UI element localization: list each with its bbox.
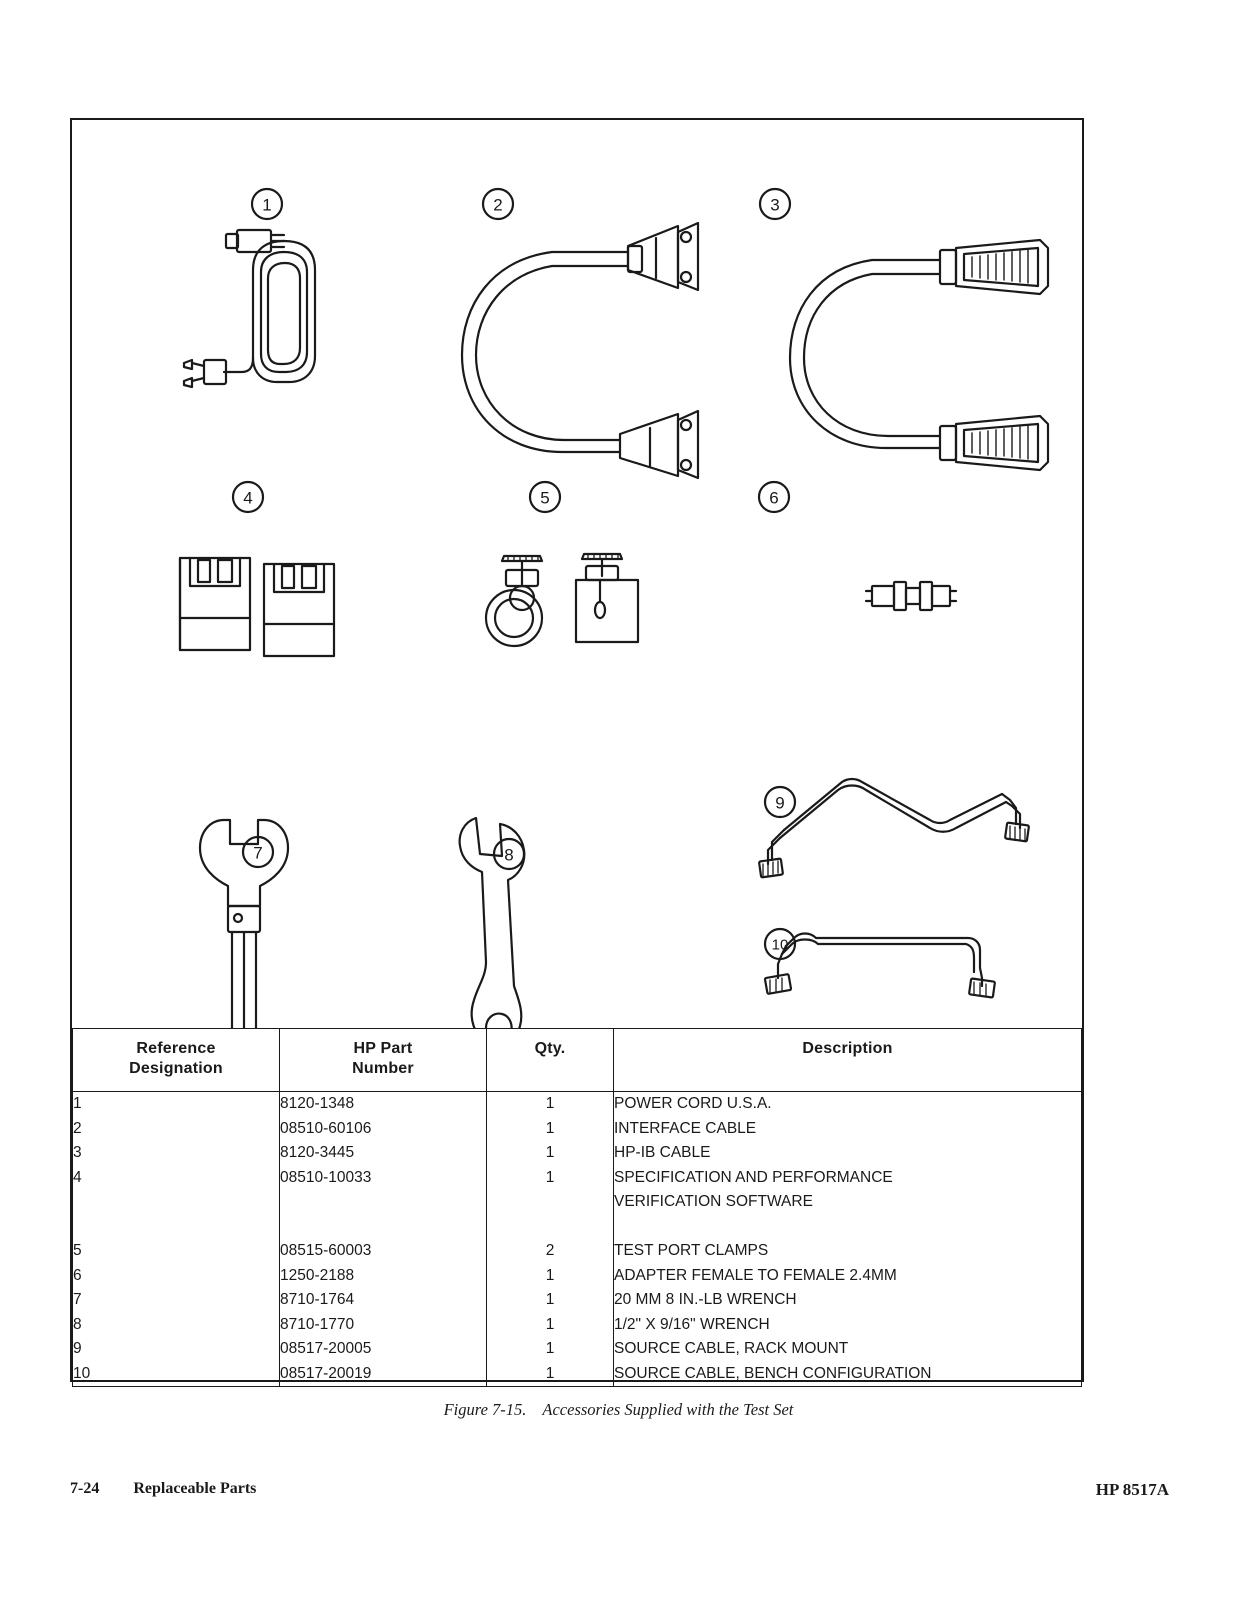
footer-section-title: Replaceable Parts (133, 1480, 257, 1497)
table-cell-desc: ADAPTER FEMALE TO FEMALE 2.4MM (614, 1266, 897, 1284)
table-cell-desc: POWER CORD U.S.A. (614, 1095, 772, 1112)
table-cell-desc: TEST PORT CLAMPS (614, 1242, 769, 1259)
table-cell-ref: 1 (73, 1095, 82, 1112)
header-reference-designation (73, 1029, 280, 1092)
table-cell-desc: SOURCE CABLE, BENCH CONFIGURATION (614, 1364, 932, 1382)
table-cell-part: 8120-1348 (280, 1095, 355, 1112)
table-cell-ref: 3 (73, 1144, 82, 1161)
table-cell-qty: 1 (545, 1144, 555, 1161)
table-cell-ref (73, 1190, 279, 1215)
header-reference-line1: Reference (136, 1040, 216, 1057)
table-header-row (73, 1029, 1082, 1092)
table-cell-ref: 6 (73, 1266, 82, 1284)
table-cell-qty: 1 (545, 1364, 555, 1382)
footer-model: HP 8517A (1095, 1480, 1169, 1499)
interface-cable-icon (462, 223, 698, 478)
table-cell-desc: HP-IB CABLE (614, 1144, 711, 1161)
callout-label-2: 2 (493, 195, 503, 215)
figure-caption-text: Accessories Supplied with the Test Set (542, 1400, 794, 1419)
table-cell-desc (614, 1215, 1081, 1240)
table-cell-qty: 1 (545, 1168, 555, 1186)
table-cell-ref: 5 (73, 1242, 82, 1259)
callout-label-6: 6 (769, 488, 779, 508)
source-cable-bench-icon (765, 934, 995, 998)
callout-label-1: 1 (262, 195, 272, 215)
source-cable-rack-icon (759, 779, 1029, 877)
table-cell-ref: 2 (73, 1119, 82, 1137)
table-cell-ref (73, 1215, 279, 1240)
table-cell-ref: 7 (73, 1291, 82, 1308)
table-cell-ref: 10 (73, 1364, 91, 1382)
table-cell-qty: 1 (545, 1340, 555, 1357)
table-cell-part (280, 1215, 486, 1240)
parts-table (72, 1028, 1082, 1387)
header-description: Description (614, 1029, 1082, 1092)
table-body-row (73, 1092, 1082, 1387)
test-port-clamp-icon (486, 554, 638, 646)
accessories-illustration (72, 120, 1082, 1028)
table-cell-qty (487, 1190, 613, 1215)
header-hp-part-number (280, 1029, 487, 1092)
open-end-wrench-icon (460, 818, 525, 1028)
floppy-disk-icon (180, 558, 334, 656)
table-cell-part (280, 1190, 486, 1215)
power-cord-icon (184, 230, 315, 387)
callout-label-7: 7 (253, 843, 263, 863)
callout-label-5: 5 (540, 488, 550, 508)
header-reference-line2: Designation (129, 1060, 223, 1077)
column-hp-part-number (280, 1092, 487, 1387)
table-cell-part: 8120-3445 (280, 1144, 355, 1161)
table-cell-part: 08510-60106 (280, 1119, 372, 1137)
table-cell-desc: 20 MM 8 IN.-LB WRENCH (614, 1291, 797, 1308)
figure-caption-number: Figure 7-15. (443, 1400, 527, 1419)
callout-label-10: 10 (771, 936, 789, 954)
table-cell-qty: 2 (545, 1242, 555, 1259)
table-cell-qty: 1 (545, 1291, 555, 1308)
figure-box (70, 118, 1084, 1382)
footer-left (70, 1480, 256, 1498)
table-cell-part: 08515-60003 (280, 1242, 372, 1259)
table-cell-qty: 1 (545, 1119, 555, 1137)
column-reference-designation (73, 1092, 280, 1387)
table-cell-ref: 9 (73, 1340, 82, 1357)
table-cell-qty (487, 1215, 613, 1240)
table-cell-qty: 1 (545, 1266, 555, 1284)
callout-label-8: 8 (504, 845, 514, 865)
adapter-icon (866, 582, 956, 610)
callout-label-4: 4 (243, 488, 253, 508)
figure-caption (0, 1400, 1237, 1420)
table-cell-desc: 1/2" X 9/16" WRENCH (614, 1315, 770, 1333)
callout-label-9: 9 (775, 793, 785, 813)
table-cell-part: 8710-1770 (280, 1315, 355, 1333)
table-cell-qty: 1 (545, 1315, 555, 1333)
hpib-cable-icon (790, 240, 1048, 470)
table-cell-part: 08517-20005 (280, 1340, 372, 1357)
table-cell-part: 08517-20019 (280, 1364, 372, 1382)
column-qty (487, 1092, 614, 1387)
header-part-line2: Number (352, 1060, 414, 1077)
table-cell-desc: SOURCE CABLE, RACK MOUNT (614, 1340, 849, 1357)
table-cell-ref: 4 (73, 1168, 82, 1186)
table-cell-part: 1250-2188 (280, 1266, 355, 1284)
header-part-line1: HP Part (353, 1040, 413, 1057)
header-qty: Qty. (487, 1029, 614, 1092)
table-cell-part: 8710-1764 (280, 1291, 355, 1308)
footer-page-number: 7-24 (70, 1480, 100, 1497)
table-cell-desc: SPECIFICATION AND PERFORMANCE (614, 1168, 893, 1186)
callout-label-3: 3 (770, 195, 780, 215)
table-cell-qty: 1 (545, 1095, 555, 1112)
table-cell-ref: 8 (73, 1315, 82, 1333)
column-description (614, 1092, 1082, 1387)
table-cell-desc: INTERFACE CABLE (614, 1119, 757, 1137)
table-cell-part: 08510-10033 (280, 1168, 372, 1186)
table-cell-desc: VERIFICATION SOFTWARE (614, 1193, 813, 1210)
